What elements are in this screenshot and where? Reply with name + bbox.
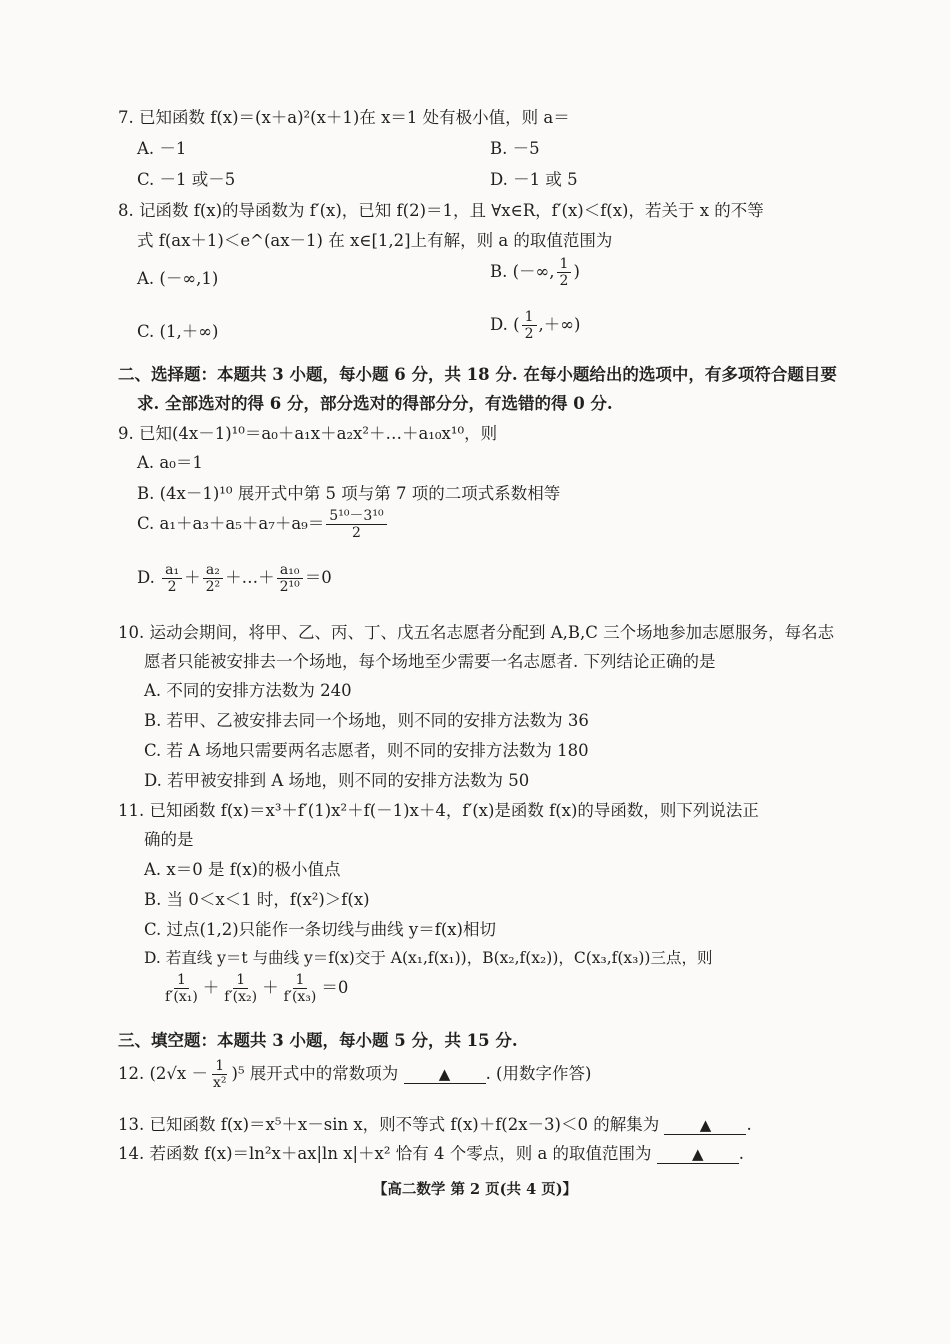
- q12: 12. (2√x － $\frac{1}{\text{x²}}$ )⁵ 展开式中的常数项为 ▲ . (用数字作答): [118, 1058, 592, 1092]
- q7-option-b: B. －5: [490, 139, 540, 158]
- q11-option-a: A. x＝0 是 f(x)的极小值点: [144, 860, 341, 879]
- q9-option-d: D. $\frac{\text{a₁}}{2}$ ＋ $\frac{\text{a₂}}{\text{2²}}$ ＋…＋ $\frac{\text{a₁₀}}{\text{2¹⁰}}$ ＝0: [137, 562, 332, 596]
- q8-option-d: D. ( $\frac{1}{2}$ ,＋∞): [490, 309, 581, 343]
- q7-stem: 7. 已知函数 f(x)＝(x＋a)²(x＋1)在 x＝1 处有极小值，则 a＝: [118, 108, 570, 127]
- q11-stem-line2: 确的是: [144, 830, 194, 849]
- q10-option-b: B. 若甲、乙被安排去同一个场地，则不同的安排方法数为 36: [144, 711, 589, 730]
- q10-option-d: D. 若甲被安排到 A 场地，则不同的安排方法数为 50: [144, 771, 530, 790]
- q8-option-b: B. (－∞, $\frac{1}{2}$ ): [490, 256, 580, 290]
- q8-stem-line2: 式 f(ax＋1)＜e^(ax－1) 在 x∈[1,2]上有解，则 a 的取值范围为: [137, 231, 613, 250]
- q11-option-b: B. 当 0＜x＜1 时，f(x²)＞f(x): [144, 890, 370, 909]
- q7-option-c: C. －1 或－5: [137, 170, 236, 189]
- q9-option-b: B. (4x－1)¹⁰ 展开式中第 5 项与第 7 项的二项式系数相等: [137, 484, 561, 503]
- q11-option-d-formula: $\frac{1}{\text{f′(x₁)}}$ ＋ $\frac{1}{\text{f′(x₂)}}$ ＋ $\frac{1}{\text{f′(x₃)}}$ ＝0: [165, 972, 349, 1006]
- q11-stem-line1: 11. 已知函数 f(x)＝x³＋f′(1)x²＋f(－1)x＋4，f′(x)是函数 f(x)的导函数，则下列说法正: [118, 801, 759, 820]
- q10-stem-line1: 10. 运动会期间，将甲、乙、丙、丁、戊五名志愿者分配到 A,B,C 三个场地参加志愿服务，每名志: [118, 623, 835, 642]
- q7-option-a: A. －1: [137, 139, 187, 158]
- section3-heading: 三、填空题：本题共 3 小题，每小题 5 分，共 15 分.: [118, 1031, 518, 1050]
- q8-option-a: A. (－∞,1): [137, 269, 219, 288]
- q14-answer-blank[interactable]: ▲: [657, 1145, 739, 1164]
- section2-heading: 二、选择题：本题共 3 小题，每小题 6 分，共 18 分. 在每小题给出的选项中，有多项符合题目要: [118, 365, 837, 384]
- q8-option-c: C. (1,＋∞): [137, 322, 219, 341]
- page-footer: 【高二数学 第 2 页(共 4 页)】: [372, 1181, 578, 1198]
- q10-option-a: A. 不同的安排方法数为 240: [144, 681, 352, 700]
- q7-option-d: D. －1 或 5: [490, 170, 578, 189]
- q8-stem-line1: 8. 记函数 f(x)的导函数为 f′(x)，已知 f(2)＝1，且 ∀x∈R，f′(x)＜f(x)，若关于 x 的不等: [118, 201, 764, 220]
- q9-stem: 9. 已知(4x－1)¹⁰＝a₀＋a₁x＋a₂x²＋…＋a₁₀x¹⁰，则: [118, 424, 498, 443]
- q13: 13. 已知函数 f(x)＝x⁵＋x－sin x，则不等式 f(x)＋f(2x－3)＜0 的解集为 ▲ .: [118, 1115, 752, 1134]
- q10-option-c: C. 若 A 场地只需要两名志愿者，则不同的安排方法数为 180: [144, 741, 589, 760]
- q9-option-a: A. a₀＝1: [137, 453, 203, 472]
- q14: 14. 若函数 f(x)＝ln²x＋ax|ln x|＋x² 恰有 4 个零点，则 a 的取值范围为 ▲ .: [118, 1144, 745, 1163]
- section2-heading-line2: 求. 全部选对的得 6 分，部分选对的得部分分，有选错的得 0 分.: [137, 394, 613, 413]
- q10-stem-line2: 愿者只能被安排去一个场地，每个场地至少需要一名志愿者. 下列结论正确的是: [144, 652, 716, 671]
- q12-answer-blank[interactable]: ▲: [404, 1065, 486, 1084]
- q11-option-c: C. 过点(1,2)只能作一条切线与曲线 y＝f(x)相切: [144, 920, 496, 939]
- q9-option-c: C. a₁＋a₃＋a₅＋a₇＋a₉＝ $\frac{\text{5¹⁰－3¹⁰}}{2}$: [137, 508, 389, 541]
- q13-answer-blank[interactable]: ▲: [664, 1116, 746, 1135]
- q11-option-d: D. 若直线 y＝t 与曲线 y＝f(x)交于 A(x₁,f(x₁))，B(x₂,f(x₂))，C(x₃,f(x₃))三点，则: [144, 949, 713, 967]
